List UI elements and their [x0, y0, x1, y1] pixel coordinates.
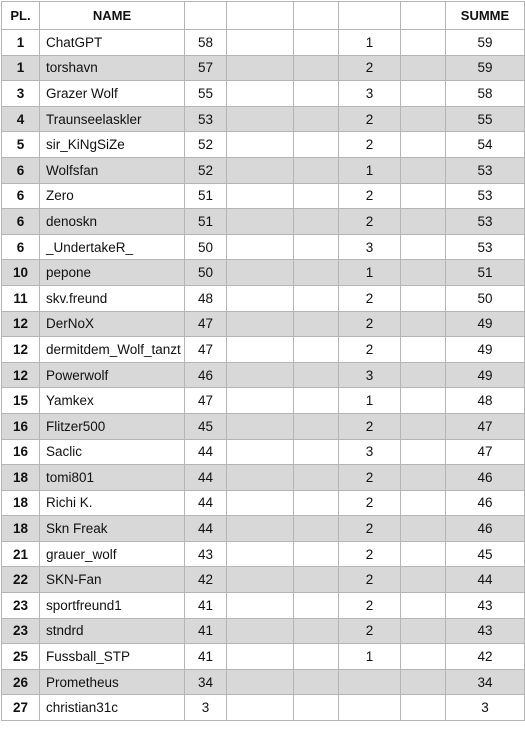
place-cell: 4: [2, 106, 40, 132]
table-row: [2, 209, 525, 235]
sum-cell: 42: [446, 644, 525, 670]
header-empty: [294, 2, 339, 30]
name-cell: Powerwolf: [40, 362, 185, 388]
place-cell: 25: [2, 644, 40, 670]
empty-cell: [227, 55, 294, 81]
points-cell: 58: [185, 30, 227, 56]
sum-cell: 53: [446, 183, 525, 209]
table-row: [2, 465, 525, 491]
points-cell: 43: [185, 541, 227, 567]
place-cell: 5: [2, 132, 40, 158]
bonus-cell: 2: [339, 490, 401, 516]
header-empty: [339, 2, 401, 30]
empty-cell: [227, 593, 294, 619]
name-cell: pepone: [40, 260, 185, 286]
name-cell: tomi801: [40, 465, 185, 491]
table-row: [2, 593, 525, 619]
bonus-cell: 2: [339, 106, 401, 132]
empty-cell: [294, 234, 339, 260]
points-cell: 57: [185, 55, 227, 81]
bonus-cell: 1: [339, 30, 401, 56]
points-cell: 55: [185, 81, 227, 107]
empty-cell: [294, 209, 339, 235]
table-row: [2, 260, 525, 286]
bonus-cell: 3: [339, 362, 401, 388]
sum-cell: 34: [446, 669, 525, 695]
name-cell: ChatGPT: [40, 30, 185, 56]
name-cell: SKN-Fan: [40, 567, 185, 593]
empty-cell: [227, 695, 294, 721]
points-cell: 51: [185, 183, 227, 209]
sum-cell: 48: [446, 388, 525, 414]
empty-cell: [401, 337, 446, 363]
empty-cell: [401, 669, 446, 695]
points-cell: 44: [185, 516, 227, 542]
place-cell: 16: [2, 439, 40, 465]
bonus-cell: 2: [339, 593, 401, 619]
empty-cell: [294, 644, 339, 670]
place-cell: 21: [2, 541, 40, 567]
empty-cell: [294, 593, 339, 619]
name-cell: Flitzer500: [40, 413, 185, 439]
bonus-cell: 2: [339, 285, 401, 311]
table-row: [2, 439, 525, 465]
bonus-cell: 1: [339, 157, 401, 183]
empty-cell: [227, 30, 294, 56]
points-cell: 42: [185, 567, 227, 593]
place-cell: 22: [2, 567, 40, 593]
empty-cell: [294, 669, 339, 695]
empty-cell: [227, 516, 294, 542]
points-cell: 53: [185, 106, 227, 132]
table-row: [2, 132, 525, 158]
place-cell: 12: [2, 337, 40, 363]
place-cell: 23: [2, 593, 40, 619]
sum-cell: 54: [446, 132, 525, 158]
name-cell: Zero: [40, 183, 185, 209]
empty-cell: [294, 439, 339, 465]
points-cell: 47: [185, 337, 227, 363]
points-cell: 45: [185, 413, 227, 439]
sum-cell: 43: [446, 593, 525, 619]
empty-cell: [227, 260, 294, 286]
bonus-cell: 2: [339, 567, 401, 593]
header-empty: [185, 2, 227, 30]
empty-cell: [227, 644, 294, 670]
points-cell: 3: [185, 695, 227, 721]
place-cell: 1: [2, 30, 40, 56]
place-cell: 11: [2, 285, 40, 311]
empty-cell: [294, 81, 339, 107]
table-row: [2, 695, 525, 721]
header-sum: SUMME: [446, 2, 525, 30]
bonus-cell: 2: [339, 516, 401, 542]
empty-cell: [294, 362, 339, 388]
empty-cell: [401, 439, 446, 465]
name-cell: _UndertakeR_: [40, 234, 185, 260]
sum-cell: 46: [446, 465, 525, 491]
points-cell: 51: [185, 209, 227, 235]
empty-cell: [227, 465, 294, 491]
empty-cell: [401, 618, 446, 644]
table-row: [2, 106, 525, 132]
empty-cell: [401, 183, 446, 209]
bonus-cell: 2: [339, 618, 401, 644]
name-cell: Wolfsfan: [40, 157, 185, 183]
bonus-cell: [339, 695, 401, 721]
empty-cell: [227, 439, 294, 465]
empty-cell: [294, 541, 339, 567]
table-row: [2, 618, 525, 644]
empty-cell: [294, 337, 339, 363]
empty-cell: [401, 644, 446, 670]
name-cell: Grazer Wolf: [40, 81, 185, 107]
table-row: [2, 55, 525, 81]
empty-cell: [401, 695, 446, 721]
table-row: [2, 157, 525, 183]
empty-cell: [401, 81, 446, 107]
sum-cell: 50: [446, 285, 525, 311]
bonus-cell: 2: [339, 541, 401, 567]
header-name: NAME: [40, 2, 185, 30]
empty-cell: [294, 695, 339, 721]
name-cell: Saclic: [40, 439, 185, 465]
empty-cell: [227, 541, 294, 567]
sum-cell: 53: [446, 157, 525, 183]
place-cell: 1: [2, 55, 40, 81]
points-cell: 48: [185, 285, 227, 311]
empty-cell: [227, 285, 294, 311]
place-cell: 18: [2, 516, 40, 542]
table-row: [2, 388, 525, 414]
empty-cell: [227, 311, 294, 337]
sum-cell: 53: [446, 234, 525, 260]
sum-cell: 46: [446, 516, 525, 542]
empty-cell: [227, 234, 294, 260]
empty-cell: [294, 516, 339, 542]
empty-cell: [294, 413, 339, 439]
empty-cell: [401, 465, 446, 491]
points-cell: 41: [185, 593, 227, 619]
empty-cell: [401, 234, 446, 260]
table-row: [2, 234, 525, 260]
empty-cell: [294, 465, 339, 491]
name-cell: stndrd: [40, 618, 185, 644]
empty-cell: [294, 388, 339, 414]
table-row: [2, 413, 525, 439]
points-cell: 44: [185, 439, 227, 465]
sum-cell: 45: [446, 541, 525, 567]
place-cell: 18: [2, 490, 40, 516]
name-cell: Yamkex: [40, 388, 185, 414]
bonus-cell: 1: [339, 644, 401, 670]
points-cell: 41: [185, 644, 227, 670]
empty-cell: [294, 55, 339, 81]
place-cell: 23: [2, 618, 40, 644]
table-body: [2, 30, 525, 721]
points-cell: 52: [185, 157, 227, 183]
sum-cell: 53: [446, 209, 525, 235]
header-row: [2, 2, 525, 30]
empty-cell: [401, 311, 446, 337]
empty-cell: [227, 388, 294, 414]
bonus-cell: 2: [339, 311, 401, 337]
empty-cell: [401, 55, 446, 81]
empty-cell: [294, 106, 339, 132]
sum-cell: 58: [446, 81, 525, 107]
empty-cell: [227, 183, 294, 209]
empty-cell: [401, 516, 446, 542]
table-row: [2, 362, 525, 388]
empty-cell: [401, 413, 446, 439]
empty-cell: [401, 567, 446, 593]
table-row: [2, 567, 525, 593]
empty-cell: [227, 209, 294, 235]
empty-cell: [294, 285, 339, 311]
name-cell: sir_KiNgSiZe: [40, 132, 185, 158]
table-row: [2, 285, 525, 311]
place-cell: 10: [2, 260, 40, 286]
sum-cell: 59: [446, 55, 525, 81]
bonus-cell: 3: [339, 81, 401, 107]
empty-cell: [227, 337, 294, 363]
empty-cell: [227, 618, 294, 644]
sum-cell: 59: [446, 30, 525, 56]
name-cell: dermitdem_Wolf_tanzt: [40, 337, 185, 363]
sum-cell: 49: [446, 362, 525, 388]
points-cell: 52: [185, 132, 227, 158]
header-place: PL.: [2, 2, 40, 30]
place-cell: 6: [2, 209, 40, 235]
sum-cell: 49: [446, 337, 525, 363]
empty-cell: [294, 260, 339, 286]
empty-cell: [227, 362, 294, 388]
place-cell: 18: [2, 465, 40, 491]
bonus-cell: [339, 669, 401, 695]
empty-cell: [294, 183, 339, 209]
empty-cell: [401, 260, 446, 286]
empty-cell: [227, 132, 294, 158]
points-cell: 47: [185, 388, 227, 414]
place-cell: 12: [2, 311, 40, 337]
bonus-cell: 2: [339, 132, 401, 158]
table-row: [2, 490, 525, 516]
empty-cell: [401, 209, 446, 235]
empty-cell: [227, 490, 294, 516]
place-cell: 12: [2, 362, 40, 388]
place-cell: 6: [2, 234, 40, 260]
empty-cell: [227, 669, 294, 695]
name-cell: christian31c: [40, 695, 185, 721]
name-cell: DerNoX: [40, 311, 185, 337]
empty-cell: [401, 541, 446, 567]
empty-cell: [401, 593, 446, 619]
bonus-cell: 2: [339, 413, 401, 439]
place-cell: 15: [2, 388, 40, 414]
table-row: [2, 81, 525, 107]
empty-cell: [401, 132, 446, 158]
table-row: [2, 669, 525, 695]
name-cell: grauer_wolf: [40, 541, 185, 567]
empty-cell: [401, 30, 446, 56]
place-cell: 3: [2, 81, 40, 107]
empty-cell: [401, 157, 446, 183]
points-cell: 50: [185, 260, 227, 286]
name-cell: sportfreund1: [40, 593, 185, 619]
empty-cell: [401, 490, 446, 516]
empty-cell: [294, 30, 339, 56]
sum-cell: 44: [446, 567, 525, 593]
empty-cell: [227, 413, 294, 439]
empty-cell: [294, 618, 339, 644]
empty-cell: [227, 567, 294, 593]
bonus-cell: 1: [339, 260, 401, 286]
sum-cell: 51: [446, 260, 525, 286]
bonus-cell: 2: [339, 465, 401, 491]
place-cell: 27: [2, 695, 40, 721]
bonus-cell: 3: [339, 439, 401, 465]
table-row: [2, 644, 525, 670]
table-row: [2, 30, 525, 56]
standings-table: [1, 1, 525, 721]
points-cell: 34: [185, 669, 227, 695]
sum-cell: 47: [446, 439, 525, 465]
bonus-cell: 3: [339, 234, 401, 260]
table-row: [2, 311, 525, 337]
bonus-cell: 1: [339, 388, 401, 414]
name-cell: torshavn: [40, 55, 185, 81]
empty-cell: [294, 132, 339, 158]
sum-cell: 47: [446, 413, 525, 439]
table-row: [2, 337, 525, 363]
bonus-cell: 2: [339, 209, 401, 235]
points-cell: 47: [185, 311, 227, 337]
points-cell: 44: [185, 465, 227, 491]
table-row: [2, 183, 525, 209]
name-cell: skv.freund: [40, 285, 185, 311]
empty-cell: [401, 106, 446, 132]
table-row: [2, 541, 525, 567]
name-cell: Prometheus: [40, 669, 185, 695]
name-cell: Skn Freak: [40, 516, 185, 542]
empty-cell: [294, 490, 339, 516]
points-cell: 44: [185, 490, 227, 516]
name-cell: denoskn: [40, 209, 185, 235]
name-cell: Fussball_STP: [40, 644, 185, 670]
sum-cell: 55: [446, 106, 525, 132]
header-empty: [401, 2, 446, 30]
name-cell: Traunseelaskler: [40, 106, 185, 132]
place-cell: 26: [2, 669, 40, 695]
sum-cell: 49: [446, 311, 525, 337]
empty-cell: [401, 285, 446, 311]
place-cell: 16: [2, 413, 40, 439]
header-empty: [227, 2, 294, 30]
bonus-cell: 2: [339, 337, 401, 363]
sum-cell: 46: [446, 490, 525, 516]
empty-cell: [401, 388, 446, 414]
bonus-cell: 2: [339, 183, 401, 209]
empty-cell: [401, 362, 446, 388]
bonus-cell: 2: [339, 55, 401, 81]
empty-cell: [294, 311, 339, 337]
points-cell: 41: [185, 618, 227, 644]
place-cell: 6: [2, 157, 40, 183]
points-cell: 50: [185, 234, 227, 260]
points-cell: 46: [185, 362, 227, 388]
empty-cell: [294, 157, 339, 183]
table-row: [2, 516, 525, 542]
empty-cell: [294, 567, 339, 593]
empty-cell: [227, 81, 294, 107]
name-cell: Richi K.: [40, 490, 185, 516]
empty-cell: [227, 157, 294, 183]
empty-cell: [227, 106, 294, 132]
place-cell: 6: [2, 183, 40, 209]
sum-cell: 43: [446, 618, 525, 644]
sum-cell: 3: [446, 695, 525, 721]
